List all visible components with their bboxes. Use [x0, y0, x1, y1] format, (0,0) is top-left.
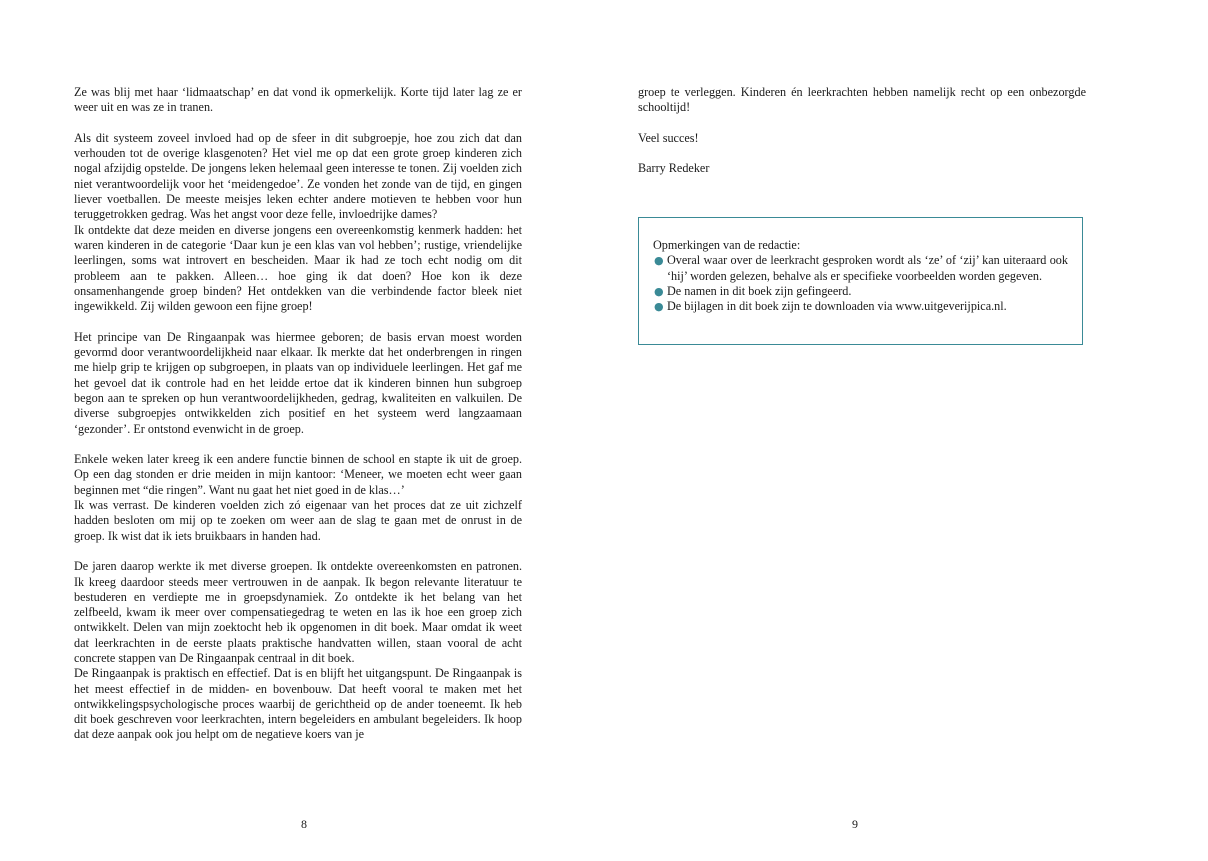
list-item-text: Overal waar over de leerkracht gesproken wordt als ‘ze’ of ‘zij’ kan uiteraard ook ‘hij’ worden gelezen, behalve als er specifieke voorbeelden worden gegeven.: [667, 253, 1068, 283]
right-page: [604, 0, 1208, 861]
paragraph: Het principe van De Ringaanpak was hiermee geboren; de basis ervan moest worden gevormd door verantwoordelijkheid naar elkaar. Ik merkte dat het onderbrengen in ringen me hielp grip te krijgen op subgroepen, in plaats van op individuele leerlingen. Het gaf me het gevoel dat ik controle had en het leidde ertoe dat ik kinderen binnen hun subgroep begon aan te spreken op hun verantwoordelijkheden, gedrag, kwaliteiten en valkuilen. De diverse subgroepjes ontwikkelden zich positief en het systeem werd langzaamaan ‘gezonder’. Er ontstond evenwicht in de groep.: [74, 329, 522, 436]
editorial-note-title: Opmerkingen van de redactie:: [653, 238, 801, 252]
paragraph: Als dit systeem zoveel invloed had op de sfeer in dit subgroepje, hoe zou zich dat dan verhouden tot de overige klasgenoten? Het viel me op dat een grote groep kinderen zich nogal afzijdig opstelde. De jongens leken helemaal geen interesse te tonen. Zij voelden zich niet verantwoordelijk voor het ‘meidengedoe’. Ze vonden het zonde van de tijd, en gingen liever voetballen. De meeste meisjes leken echter andere motieven te hebben voor hun teruggetrokken gedrag. Was het angst voor deze felle, invloedrijke dames?: [74, 130, 522, 222]
list-item: [653, 253, 1068, 284]
page-number: 9: [852, 817, 858, 831]
list-item-text: De namen in dit boek zijn gefingeerd.: [667, 283, 852, 298]
bullet-icon: ●: [654, 300, 664, 314]
paragraph: Ik was verrast. De kinderen voelden zich zó eigenaar van het proces dat ze uit zichzelf hadden besloten om mij op te zoeken om weer aan de slag te gaan met de onrust in de groep. Ik wist dat ik iets bruikbaars in handen had.: [74, 498, 522, 543]
author-signature: Barry Redeker: [638, 161, 710, 176]
list-item: [653, 299, 1068, 314]
right-page-body: [638, 85, 1086, 177]
list-item: [653, 284, 1068, 299]
paragraph: groep te verleggen. Kinderen én leerkrachten hebben namelijk recht op een onbezorgde schooltijd!: [638, 85, 1086, 115]
editorial-note-box: [638, 217, 1083, 345]
paragraph: Ze was blij met haar ‘lidmaatschap’ en dat vond ik opmerkelijk. Korte tijd later lag ze er weer uit en was ze in tranen.: [74, 85, 522, 115]
paragraph: Ik ontdekte dat deze meiden en diverse jongens een overeenkomstig kenmerk hadden: het waren kinderen in de categorie ‘Daar kun je een klas van vol hebben’; rustige, vriendelijke leerlingen, soms wat introvert en bescheiden. Maar ik had ze toch echt nodig om dit probleem aan te pakken. Alleen… hoe ging ik dat doen? Hoe kon ik deze onsamenhangende groep binden? Het ontdekken van die verbindende factor bleek niet ingewikkeld. Zij wilden gewoon een fijne groep!: [74, 222, 522, 314]
page-number: 8: [301, 817, 307, 831]
paragraph: De jaren daarop werkte ik met diverse groepen. Ik ontdekte overeenkomsten en patronen. Ik kreeg daardoor steeds meer vertrouwen in de aanpak. Ik begon relevante literatuur te bestuderen en verdiepte me in groepsdynamiek. Zo ontdekte ik het belang van het zelfbeeld, kwam ik meer over compensatiegedrag te weten en las ik hoe een groep zich ontwikkelt. Delen van mijn zoektocht heb ik opgenomen in dit boek. Maar omdat ik weet dat leerkrachten in de eerste plaats praktische handvatten willen, staan vooral de acht concrete stappen van De Ringaanpak centraal in dit boek.: [74, 559, 522, 665]
bullet-icon: ●: [654, 254, 664, 268]
editorial-note-list: [653, 253, 1068, 314]
paragraph: Enkele weken later kreeg ik een andere functie binnen de school en stapte ik uit de groep. Op een dag stonden er drie meiden in mijn kantoor: ‘Meneer, we moeten echt weer gaan beginnen met “die ringen”. Want nu gaat het niet goed in de klas…’: [74, 452, 522, 497]
closing-line: Veel succes!: [638, 130, 699, 145]
left-page-body: [74, 85, 522, 743]
list-item-text: De bijlagen in dit boek zijn te downloaden via www.uitgeverijpica.nl.: [667, 299, 1007, 314]
paragraph: De Ringaanpak is praktisch en effectief. Dat is en blijft het uitgangspunt. De Ringaanpak is het meest effectief in de midden- en bovenbouw. Dat heeft vooral te maken met het ontwikkelingspsychologische proces waarbij de gerichtheid op de ander toeneemt. Ik heb dit boek geschreven voor leerkrachten, intern begeleiders en ambulant begeleiders. Ik hoop dat deze aanpak ook jou helpt om de negatieve koers van je: [74, 666, 522, 742]
bullet-icon: ●: [654, 284, 664, 298]
